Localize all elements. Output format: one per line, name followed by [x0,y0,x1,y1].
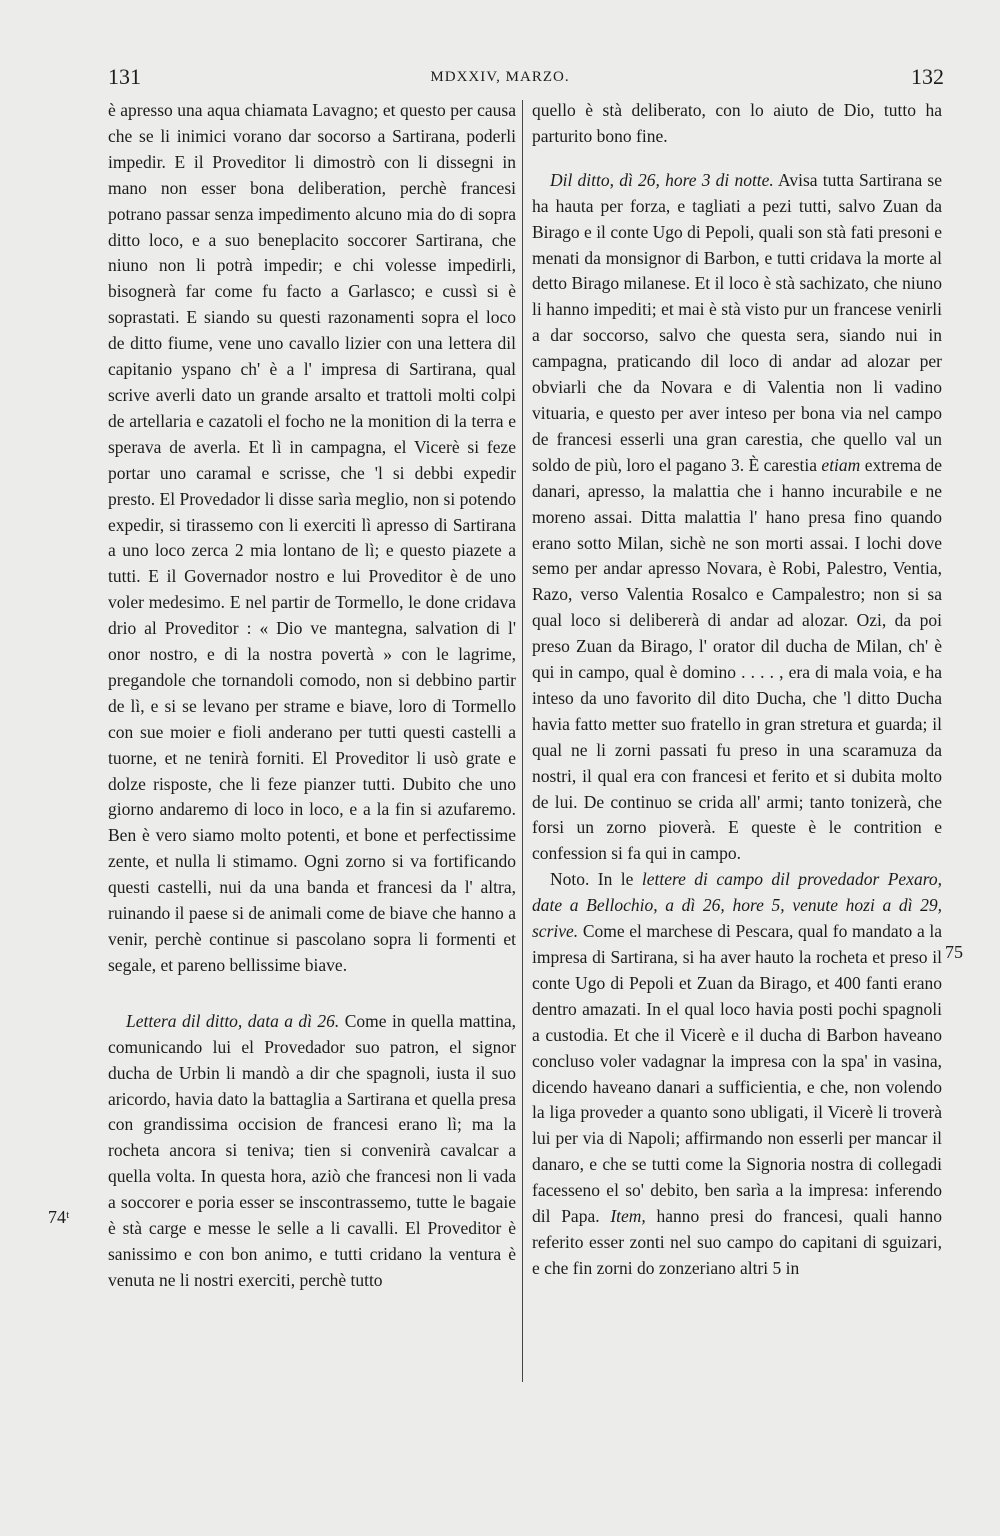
etiam-word: etiam [821,454,861,475]
dispatch-body: Avisa tutta Sartirana se ha hauta per forza, e tagliati a pezi tutti, salvo Zuan da Birago e il conte Ugo di Pepoli, quali son stà fati presoni e menati da monsignor di Barbon, e tutti cridava la morte al detto Birago milanese. Et il loco è stà sachizato, che niuno li hanno impediti; et mai è stà visto pur un francese venirli a dar soccorso, salvo che questa sera, siando nui in campagna, praticando dil loco di andar ad alozar per obviarli che da Novara e di Valentia non li vadino vituaria, e questo per aver inteso per bona via nel campo de francesi esserli una gran carestia, che quello val un soldo de più, loro el pagano 3. È carestia [532,169,942,475]
note-body: Come el marchese di Pescara, qual fo mandato a la impresa di Sartirana, si ha aver hauto la rocheta et preso il conte Ugo di Pepoli et Zuan da Birago, et 400 fanti erano dentro amazati. In el qual loco havia posti pochi spagnoli a custodia. Et che il Vicerè e il ducha di Barbon haveano concluso voler vadagnar la impresa con la spa' in vasina, dicendo haveano danari a sufficientia, e che, non volendo la liga proveder a quanto sono ubligati, il Vicerè li troverà lui per via di Napoli; affirmando non esserli per mancar il danaro, e che se tutti come la Signoria nostra di collegadi facesseno el so' debito, ben sarìa a la impresa: inferendo dil Papa. [532,921,942,1227]
dispatch-heading: Dil ditto, dì 26, hore 3 di notte. [550,169,774,190]
note-intro: Noto. In le [550,869,642,890]
note-body-end: hanno presi do francesi, quali hanno referito esser zonti nel suo campo do capitani di sguizari, e che fin zorni do zonzeriano altri 5 in [532,1206,942,1278]
left-page-number: 131 [108,64,141,89]
right-column [532,98,942,1282]
left-column [108,98,516,1294]
item-word: Item, [610,1206,646,1227]
letter-body: Come in quella mattina, comunicando lui el Provedador suo patron, el signor ducha de Urbin li mandò a dir che spagnoli, iusta il suo aricordo, havia dato la battaglia a Sartirana et quella presa con grandissima occision de francesi erano lì; ma la rocheta ancora si teniva; tien si convenirà cavalcar a quella volta. In questa hora, aziò che francesi non li vada a soccorer e poria esser se inscontrassemo, tutte le bagaie è stà carge e messe le selle a li cavalli. El Proveditor è sanissimo e con bon animo, e tutti cridano la ventura è venuta ne li nostri exerciti, perchè tutto [108,1010,516,1290]
note-source: lettere di campo dil provedador Pexaro, date a Bellochio, a dì 26, hore 5, venute hozi a dì 29, scrive. [532,869,942,942]
letter-heading: Lettera dil ditto, data a dì 26. [126,1010,340,1031]
left-paragraph-1: è apresso una aqua chiamata Lavagno; et questo per causa che se li inimici vorano dar socorso a Sartirana, poderli impedir. E il Proveditor li dimostrò con li dissegni in mano non esser bona deliberation, perchè francesi potrano passar senza impedimento alcuno mia do di sopra ditto loco, e a suo beneplacito soccorer Sartirana, che niuno non li potrà impedir; e chi volesse impedirli, bisognerà far come fu facto a Garlasco; e cussì si è soprastati. E siando su questi razonamenti sopra el loco de ditto fiume, vene uno cavallo lizier con una lettera dil capitanio yspano ch' è a l' impresa di Sartirana, qual scrive averli dato un grande arsalto et trattoli molti colpi de artellaria e cazatoli el focho ne la monition di la terra e sperava de averla. Et lì in campagna, el Vicerè si feze portar uno caramal e scrisse, che 'l si debbi expedir presto. El Provedador li disse sarìa meglio, non si potendo expedir, si tirassemo con li exerciti lì apresso di Sartirana a uno loco zerca 2 mia lontano de lì; e questo piazete a tutti. E il Governador nostro e lui Proveditor è de uno voler medesimo. E nel partir de Tormello, le done cridava drio al Proveditor : « Dio ve mantegna, salvation di l' onor nostro, e di la nostra povertà » con le lagrime, pregandole che tornandoli comodo, non si debbino partir de lì, e si se levano per strame e biave, loro di Tormello con sue moier e fioli anderano per tutti questi castelli a tuorne, et ne tenirà forniti. El Proveditor li usò grate e dolze risposte, che li feze pianzer tutti. Dubito che uno giorno andaremo di loco in loco, e a la fin si azufaremo. Ben è vero siamo molto potenti, et bone et perfectissime zente, et nulla li stimamo. Ogni zorno si va fortificando questi castelli, nui da una banda et francesi da l' altra, ruinando il paese si de animali come de biave che hanno a venir, perchè continue si pascolano sopra li formenti et segale, et pareno bellissime biave. [108,100,516,975]
left-margin-number: 74ᵗ [48,1207,70,1227]
right-paragraph-1: quello è stà deliberato, con lo aiuto de Dio, tutto ha parturito bono fine. [532,100,942,146]
right-paragraph-3 [532,867,942,1282]
dispatch-body-continued: extrema de danari, apresso, la malattia che i hanno incurabile e ne moreno assai. Ditta malattia l' hano presa fino quando erano sotto Milan, sichè ne son morti assai. I lochi dove semo per andar apresso Novara, è Robi, Palestro, Ventia, Razo, verso Valentia Rosalco e Campalestro; non si sa qual loco si delibererà di andar ad alozar. Ozi, da poi preso Zuan da Birago, l' orator dil ducha de Milan, ch' è qui in campo, qual è domino . . . . , era di mala voia, e ha inteso da uno favorito dil dito Ducha, che 'l ditto Ducha havia fatto metter suo fratello in gran stretura et guarda; il qual ne li zorni passati fu preso in una scaramuza da nostri, il qual era con francesi et ferito et si dubita molto de lui. De continuo se crida all' armi; tanto tonizerà, che forsi un zorno pioverà. E queste è le contrition e confession si fa qui in campo. [532,454,942,864]
right-paragraph-2 [532,168,942,867]
column-divider [522,100,523,1382]
left-paragraph-2 [108,1009,516,1294]
page-header [0,64,1000,94]
right-page-number: 132 [911,64,944,89]
right-margin-number: 75 [945,942,963,962]
running-title: MDXXIV, MARZO. [430,69,570,85]
